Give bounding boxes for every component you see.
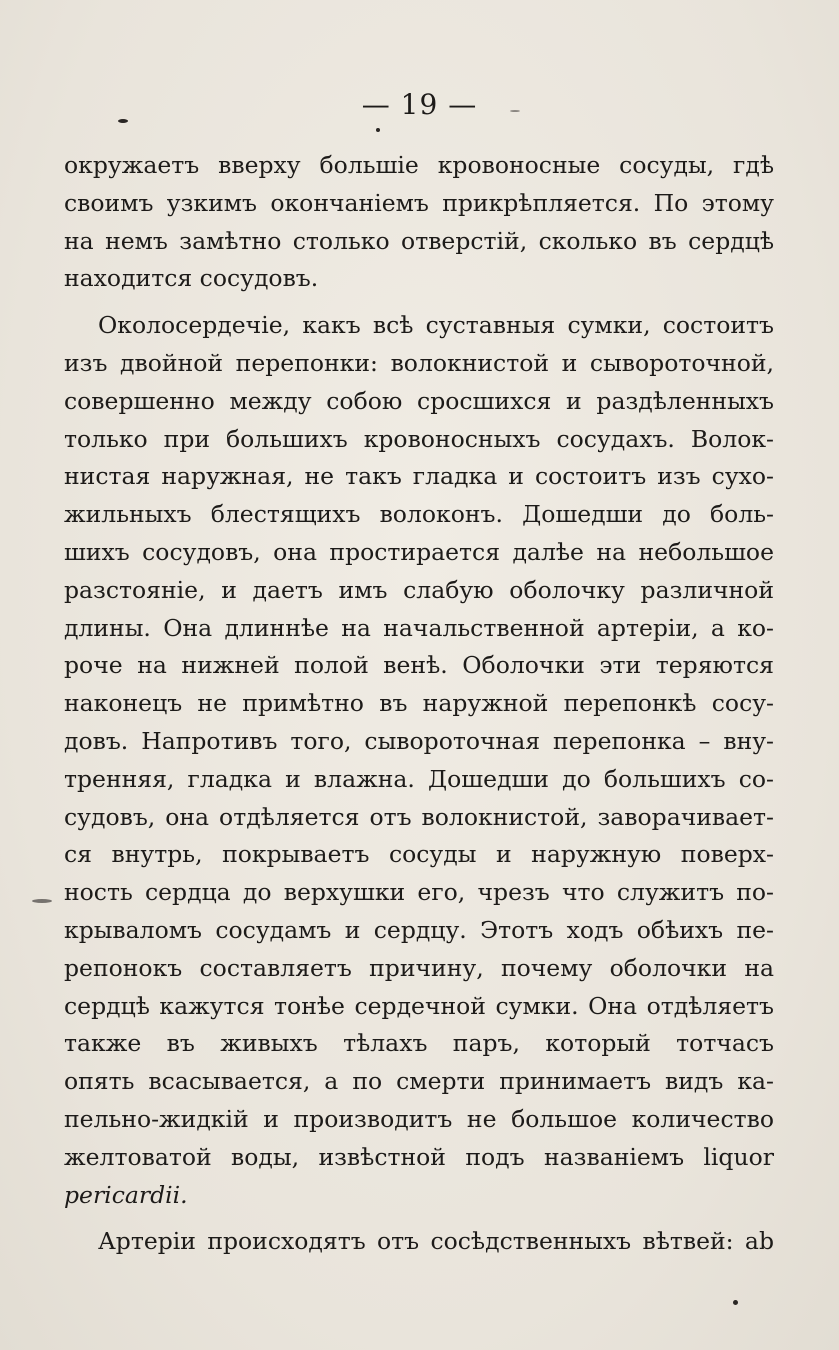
- paragraph-gap: [64, 1214, 774, 1223]
- paragraph: [64, 1223, 774, 1261]
- text-line: своимъ узкимъ окончаніемъ прикрѣпляется. По этому: [64, 188, 774, 217]
- text-line: только при большихъ кровоносныхъ сосудахъ. Волок-: [64, 424, 774, 453]
- paragraph: [64, 147, 774, 298]
- text-line: изъ двойной перепонки: волокнистой и сывороточной,: [64, 348, 774, 377]
- text-line: совершенно между собою сросшихся и раздѣленныхъ: [64, 386, 774, 415]
- text-line: опять всасывается, а по смерти принимаетъ видъ ка-: [64, 1067, 774, 1096]
- text-line: pericardii.: [64, 1180, 188, 1209]
- text-line: на немъ замѣтно столько отверстій, сколько въ сердцѣ: [64, 226, 774, 255]
- page-number: — 19 —: [361, 88, 478, 121]
- text-line: разстояніе, и даетъ имъ слабую оболочку различной: [64, 575, 774, 604]
- text-line: длины. Она длиннѣе на начальственной артеріи, а ко-: [64, 613, 774, 642]
- ink-speck: [376, 128, 380, 132]
- text-line: судовъ, она отдѣляется отъ волокнистой, заворачивает-: [64, 802, 774, 831]
- text-line: наконецъ не примѣтно въ наружной перепонкѣ сосу-: [64, 689, 774, 718]
- text-line: роче на нижней полой венѣ. Оболочки эти теряются: [64, 651, 774, 680]
- paragraph: [64, 307, 774, 1214]
- text-line: сердцѣ кажутся тонѣе сердечной сумки. Она отдѣляетъ: [64, 991, 774, 1020]
- text-line: тренняя, гладка и влажна. Дошедши до большихъ со-: [64, 764, 774, 793]
- text-line: шихъ сосудовъ, она простирается далѣе на небольшое: [64, 537, 774, 566]
- text-line: находится сосудовъ.: [64, 264, 319, 293]
- body-text: [64, 147, 774, 1261]
- text-line: также въ живыхъ тѣлахъ паръ, который тотчасъ: [64, 1029, 774, 1058]
- text-line: Околосердечіе, какъ всѣ суставныя сумки, состоитъ: [98, 311, 774, 340]
- paragraph-gap: [64, 298, 774, 307]
- text-line: Артеріи происходятъ отъ сосѣдственныхъ вѣтвей: ab: [98, 1227, 774, 1256]
- ink-speck: [733, 1300, 738, 1305]
- text-line: репонокъ составляетъ причину, почему оболочки на: [64, 953, 774, 982]
- text-line: пельно-жидкій и производитъ не большое количество: [64, 1104, 774, 1133]
- text-line: нистая наружная, не такъ гладка и состоитъ изъ сухо-: [64, 462, 774, 491]
- ink-speck: [32, 899, 52, 903]
- text-line: жильныхъ блестящихъ волоконъ. Дошедши до боль-: [64, 500, 774, 529]
- text-line: ся внутрь, покрываетъ сосуды и наружную поверх-: [64, 840, 774, 869]
- text-line: окружаетъ вверху большіе кровоносные сосуды, гдѣ: [64, 151, 774, 179]
- text-line: довъ. Напротивъ того, сывороточная перепонка – вну-: [64, 726, 774, 755]
- text-line: крываломъ сосудамъ и сердцу. Этотъ ходъ обѣихъ пе-: [64, 915, 774, 944]
- text-line: желтоватой воды, извѣстной подъ названіемъ liquor: [64, 1142, 774, 1171]
- text-line: ность сердца до верхушки его, чрезъ что служитъ по-: [64, 878, 774, 907]
